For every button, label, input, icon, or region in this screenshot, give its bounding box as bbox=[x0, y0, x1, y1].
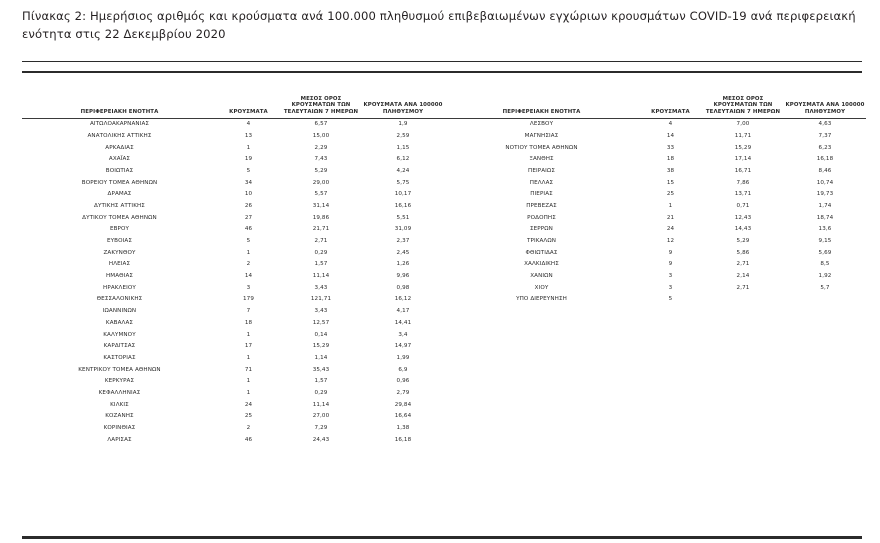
region-cell: ΖΑΚΥΝΘΟΥ bbox=[103, 249, 136, 256]
column-header-avg7 bbox=[702, 96, 784, 119]
table-row bbox=[22, 330, 444, 342]
table-head-right bbox=[444, 96, 866, 119]
header-rule-upper bbox=[22, 61, 862, 62]
cases-cell: 25 bbox=[666, 191, 675, 198]
column-header-rate: ΚΡΟΥΣΜΑΤΑ ΑΝΑ 100000 ΠΛΗΘΥΣΜΟΥ bbox=[784, 96, 866, 119]
cases-cell: 3 bbox=[668, 284, 673, 291]
avg7-cell: 1,14 bbox=[314, 354, 328, 361]
column-header-avg7-line1: ΜΕΣΟΣ ΟΡΟΣ ΚΡΟΥΣΜΑΤΩΝ ΤΩΝ bbox=[713, 96, 773, 109]
table-row bbox=[22, 259, 444, 271]
table-row bbox=[444, 119, 866, 131]
region-cell: ΦΘΙΩΤΙΔΑΣ bbox=[525, 249, 558, 256]
table-row bbox=[22, 236, 444, 248]
region-cell: ΗΛΕΙΑΣ bbox=[108, 261, 131, 268]
region-cell: ΛΑΡΙΣΑΣ bbox=[107, 436, 132, 443]
rate-cell: 2,79 bbox=[396, 389, 410, 396]
header-row bbox=[22, 96, 444, 119]
rate-cell: 31,09 bbox=[394, 226, 412, 233]
rate-cell: 1,92 bbox=[818, 273, 832, 280]
regional-cases-table-right bbox=[444, 96, 866, 306]
rate-cell: 1,99 bbox=[396, 354, 410, 361]
cases-cell: 1 bbox=[246, 331, 251, 338]
cases-cell: 24 bbox=[244, 401, 253, 408]
rate-cell: 6,9 bbox=[398, 366, 408, 373]
avg7-cell: 11,14 bbox=[312, 401, 330, 408]
cases-cell: 21 bbox=[666, 214, 675, 221]
cases-cell: 1 bbox=[246, 354, 251, 361]
region-cell: ΠΙΕΡΙΑΣ bbox=[530, 191, 553, 198]
avg7-cell: 1,57 bbox=[314, 378, 328, 385]
cases-cell: 14 bbox=[666, 132, 675, 139]
table-row bbox=[444, 271, 866, 283]
region-cell: ΥΠΟ ΔΙΕΡΕΥΝΗΣΗ bbox=[516, 296, 567, 303]
rate-cell: 6,12 bbox=[396, 156, 410, 163]
rate-cell: 4,63 bbox=[818, 121, 832, 128]
table-row bbox=[444, 154, 866, 166]
rate-cell: 5,7 bbox=[820, 284, 830, 291]
avg7-cell: 5,29 bbox=[314, 167, 328, 174]
table-row bbox=[22, 341, 444, 353]
region-cell: ΝΟΤΙΟΥ ΤΟΜΕΑ ΑΘΗΝΩΝ bbox=[505, 144, 578, 151]
avg7-cell: 12,43 bbox=[734, 214, 752, 221]
avg7-cell: 17,14 bbox=[734, 156, 752, 163]
region-cell: ΒΟΡΕΙΟΥ ΤΟΜΕΑ ΑΘΗΝΩΝ bbox=[81, 179, 158, 186]
table-row bbox=[22, 143, 444, 155]
rate-cell: 2,45 bbox=[396, 249, 410, 256]
region-cell: ΙΩΑΝΝΙΝΩΝ bbox=[102, 308, 137, 315]
table-row bbox=[22, 201, 444, 213]
avg7-cell: 13,71 bbox=[734, 191, 752, 198]
avg7-cell: 7,86 bbox=[736, 179, 750, 186]
region-cell: ΚΕΡΚΥΡΑΣ bbox=[104, 378, 135, 385]
avg7-cell: 2,71 bbox=[736, 284, 750, 291]
region-cell: ΕΒΡΟΥ bbox=[109, 226, 130, 233]
rate-cell: 6,23 bbox=[818, 144, 832, 151]
avg7-cell: 0,29 bbox=[314, 249, 328, 256]
table-row bbox=[22, 306, 444, 318]
avg7-cell: 31,14 bbox=[312, 202, 330, 209]
rate-cell: 29,84 bbox=[394, 401, 412, 408]
cases-cell: 4 bbox=[668, 121, 673, 128]
column-header-cases: ΚΡΟΥΣΜΑΤΑ bbox=[217, 96, 280, 119]
table-row bbox=[22, 353, 444, 365]
cases-cell: 27 bbox=[244, 214, 253, 221]
avg7-cell: 2,71 bbox=[736, 261, 750, 268]
region-cell: ΗΜΑΘΙΑΣ bbox=[105, 273, 134, 280]
rate-cell: 13,6 bbox=[818, 226, 832, 233]
cases-cell: 34 bbox=[244, 179, 253, 186]
cases-cell: 5 bbox=[668, 296, 673, 303]
table-row bbox=[444, 213, 866, 225]
avg7-cell: 7,00 bbox=[736, 121, 750, 128]
table-row bbox=[22, 189, 444, 201]
cases-cell: 2 bbox=[246, 425, 251, 432]
rate-cell: 5,69 bbox=[818, 249, 832, 256]
avg7-cell: 15,00 bbox=[312, 132, 330, 139]
avg7-cell: 15,29 bbox=[312, 343, 330, 350]
avg7-cell: 2,29 bbox=[314, 144, 328, 151]
column-header-avg7-line2: ΤΕΛΕΥΤΑΙΩΝ 7 ΗΜΕΡΩΝ bbox=[705, 108, 781, 115]
region-cell: ΘΕΣΣΑΛΟΝΙΚΗΣ bbox=[96, 296, 143, 303]
header-rule-lower bbox=[22, 71, 862, 73]
table-row bbox=[22, 271, 444, 283]
rate-cell: 16,16 bbox=[394, 202, 412, 209]
region-cell: ΑΧΑΪΑΣ bbox=[108, 156, 131, 163]
table-row bbox=[22, 318, 444, 330]
region-cell: ΑΝΑΤΟΛΙΚΗΣ ΑΤΤΙΚΗΣ bbox=[87, 132, 152, 139]
rate-cell: 4,17 bbox=[396, 308, 410, 315]
table-caption: Πίνακας 2: Ημερήσιος αριθμός και κρούσματα ανά 100.000 πληθυσμού επιβεβαιωμένων εγχώριων κρουσμάτων COVID-19 ανά περιφερειακή ενότητα στις 22 Δεκεμβρίου 2020 bbox=[22, 9, 856, 41]
table-row bbox=[444, 189, 866, 201]
cases-cell: 71 bbox=[244, 366, 253, 373]
avg7-cell: 1,57 bbox=[314, 261, 328, 268]
region-cell: ΚΟΡΙΝΘΙΑΣ bbox=[103, 425, 136, 432]
header-row bbox=[444, 96, 866, 119]
cases-cell: 17 bbox=[244, 343, 253, 350]
cases-cell: 9 bbox=[668, 249, 673, 256]
cases-cell: 2 bbox=[246, 261, 251, 268]
region-cell: ΑΡΚΑΔΙΑΣ bbox=[105, 144, 134, 151]
cases-cell: 1 bbox=[246, 389, 251, 396]
column-header-avg7 bbox=[280, 96, 362, 119]
rate-cell: 16,18 bbox=[394, 436, 412, 443]
rate-cell: 2,59 bbox=[396, 132, 410, 139]
rate-cell: 10,17 bbox=[394, 191, 412, 198]
avg7-cell: 0,71 bbox=[736, 202, 750, 209]
table-row bbox=[444, 143, 866, 155]
cases-cell: 1 bbox=[246, 378, 251, 385]
table-body-left bbox=[22, 119, 444, 447]
table-row bbox=[22, 365, 444, 377]
table-row bbox=[22, 119, 444, 131]
avg7-cell: 35,43 bbox=[312, 366, 330, 373]
cases-cell: 1 bbox=[668, 202, 673, 209]
avg7-cell: 2,14 bbox=[736, 273, 750, 280]
avg7-cell: 5,29 bbox=[736, 238, 750, 245]
rate-cell: 0,98 bbox=[396, 284, 410, 291]
avg7-cell: 27,00 bbox=[312, 413, 330, 420]
cases-cell: 19 bbox=[244, 156, 253, 163]
rate-cell: 8,5 bbox=[820, 261, 830, 268]
table-row bbox=[22, 248, 444, 260]
rate-cell: 3,4 bbox=[398, 331, 408, 338]
table-row bbox=[22, 283, 444, 295]
region-cell: ΔΥΤΙΚΟΥ ΤΟΜΕΑ ΑΘΗΝΩΝ bbox=[82, 214, 157, 221]
table-row bbox=[22, 423, 444, 435]
rate-cell: 16,64 bbox=[394, 413, 412, 420]
rate-cell: 7,37 bbox=[818, 132, 832, 139]
avg7-cell: 29,00 bbox=[312, 179, 330, 186]
region-cell: ΚΕΝΤΡΙΚΟΥ ΤΟΜΕΑ ΑΘΗΝΩΝ bbox=[78, 366, 161, 373]
rate-cell: 1,15 bbox=[396, 144, 410, 151]
region-cell: ΠΡΕΒΕΖΑΣ bbox=[526, 202, 557, 209]
table-row bbox=[444, 294, 866, 306]
region-cell: ΞΑΝΘΗΣ bbox=[529, 156, 554, 163]
table-row bbox=[444, 283, 866, 295]
rate-cell: 1,38 bbox=[396, 425, 410, 432]
region-cell: ΔΥΤΙΚΗΣ ΑΤΤΙΚΗΣ bbox=[94, 202, 145, 209]
avg7-cell: 0,29 bbox=[314, 389, 328, 396]
region-cell: ΚΕΦΑΛΛΗΝΙΑΣ bbox=[98, 389, 141, 396]
table-row bbox=[444, 259, 866, 271]
region-cell: ΠΕΙΡΑΙΩΣ bbox=[528, 167, 555, 174]
cases-cell: 1 bbox=[246, 144, 251, 151]
avg7-cell: 15,29 bbox=[734, 144, 752, 151]
cases-cell: 4 bbox=[246, 121, 251, 128]
table-row bbox=[22, 154, 444, 166]
cases-cell: 9 bbox=[668, 261, 673, 268]
column-header-avg7-line2: ΤΕΛΕΥΤΑΙΩΝ 7 ΗΜΕΡΩΝ bbox=[283, 108, 359, 115]
cases-cell: 33 bbox=[666, 144, 675, 151]
avg7-cell: 6,57 bbox=[314, 121, 328, 128]
region-cell: ΑΙΤΩΛΟΑΚΑΡΝΑΝΙΑΣ bbox=[89, 121, 150, 128]
region-cell: ΒΟΙΩΤΙΑΣ bbox=[105, 167, 134, 174]
region-cell: ΗΡΑΚΛΕΙΟΥ bbox=[103, 284, 136, 291]
region-cell: ΜΑΓΝΗΣΙΑΣ bbox=[524, 132, 559, 139]
region-cell: ΔΡΑΜΑΣ bbox=[107, 191, 132, 198]
cases-cell: 38 bbox=[666, 167, 675, 174]
cases-cell: 15 bbox=[666, 179, 675, 186]
rate-cell: 16,12 bbox=[394, 296, 412, 303]
region-cell: ΣΕΡΡΩΝ bbox=[530, 226, 553, 233]
avg7-cell: 7,29 bbox=[314, 425, 328, 432]
cases-cell: 12 bbox=[666, 238, 675, 245]
cases-cell: 5 bbox=[246, 167, 251, 174]
rate-cell: 0,96 bbox=[396, 378, 410, 385]
table-row bbox=[444, 201, 866, 213]
avg7-cell: 3,43 bbox=[314, 284, 328, 291]
rate-cell: 1,74 bbox=[818, 202, 832, 209]
cases-cell: 14 bbox=[244, 273, 253, 280]
table-row bbox=[444, 166, 866, 178]
table-row bbox=[22, 166, 444, 178]
table-row bbox=[22, 131, 444, 143]
cases-cell: 5 bbox=[246, 238, 251, 245]
avg7-cell: 5,57 bbox=[314, 191, 328, 198]
rate-cell bbox=[784, 294, 866, 306]
rate-cell: 1,9 bbox=[398, 121, 408, 128]
table-head-left bbox=[22, 96, 444, 119]
region-cell: ΚΟΖΑΝΗΣ bbox=[105, 413, 134, 420]
cases-cell: 1 bbox=[246, 249, 251, 256]
avg7-cell: 3,43 bbox=[314, 308, 328, 315]
column-header-region: ΠΕΡΙΦΕΡΕΙΑΚΗ ΕΝΟΤΗΤΑ bbox=[444, 96, 639, 119]
cases-cell: 10 bbox=[244, 191, 253, 198]
avg7-cell: 0,14 bbox=[314, 331, 328, 338]
regional-cases-table-left bbox=[22, 96, 444, 446]
rate-cell: 10,74 bbox=[816, 179, 834, 186]
table-row bbox=[22, 178, 444, 190]
rate-cell: 9,96 bbox=[396, 273, 410, 280]
left-table-wrapper bbox=[22, 96, 444, 446]
rate-cell: 18,74 bbox=[816, 214, 834, 221]
column-header-region: ΠΕΡΙΦΕΡΕΙΑΚΗ ΕΝΟΤΗΤΑ bbox=[22, 96, 217, 119]
region-cell: ΛΕΣΒΟΥ bbox=[529, 121, 554, 128]
avg7-cell: 11,71 bbox=[734, 132, 752, 139]
cases-cell: 46 bbox=[244, 436, 253, 443]
table-row bbox=[22, 376, 444, 388]
region-cell: ΕΥΒΟΙΑΣ bbox=[107, 238, 132, 245]
table-row bbox=[22, 224, 444, 236]
avg7-cell: 21,71 bbox=[312, 226, 330, 233]
table-row bbox=[444, 224, 866, 236]
rate-cell: 2,37 bbox=[396, 238, 410, 245]
right-table-wrapper bbox=[444, 96, 866, 446]
rate-cell: 14,97 bbox=[394, 343, 412, 350]
avg7-cell: 12,57 bbox=[312, 319, 330, 326]
rate-cell: 4,24 bbox=[396, 167, 410, 174]
avg7-cell: 11,14 bbox=[312, 273, 330, 280]
region-cell: ΧΑΝΙΩΝ bbox=[530, 273, 553, 280]
column-header-rate: ΚΡΟΥΣΜΑΤΑ ΑΝΑ 100000 ΠΛΗΘΥΣΜΟΥ bbox=[362, 96, 444, 119]
table-container bbox=[22, 96, 867, 446]
table-body-right bbox=[444, 119, 866, 307]
table-row bbox=[22, 213, 444, 225]
region-cell: ΚΑΣΤΟΡΙΑΣ bbox=[103, 354, 136, 361]
rate-cell: 9,15 bbox=[818, 238, 832, 245]
table-row bbox=[444, 178, 866, 190]
avg7-cell: 5,86 bbox=[736, 249, 750, 256]
rate-cell: 14,41 bbox=[394, 319, 412, 326]
avg7-cell bbox=[702, 294, 784, 306]
table-row bbox=[444, 236, 866, 248]
table-row bbox=[22, 411, 444, 423]
table-row bbox=[22, 294, 444, 306]
region-cell: ΧΑΛΚΙΔΙΚΗΣ bbox=[524, 261, 559, 268]
table-row bbox=[22, 435, 444, 447]
table-bottom-rule bbox=[22, 536, 862, 539]
table-row bbox=[22, 400, 444, 412]
avg7-cell: 24,43 bbox=[312, 436, 330, 443]
rate-cell: 16,18 bbox=[816, 156, 834, 163]
region-cell: ΠΕΛΛΑΣ bbox=[529, 179, 554, 186]
avg7-cell: 19,86 bbox=[312, 214, 330, 221]
table-row bbox=[444, 248, 866, 260]
cases-cell: 3 bbox=[668, 273, 673, 280]
cases-cell: 25 bbox=[244, 413, 253, 420]
region-cell: ΚΑΛΥΜΝΟΥ bbox=[103, 331, 136, 338]
cases-cell: 46 bbox=[244, 226, 253, 233]
avg7-cell: 121,71 bbox=[310, 296, 332, 303]
cases-cell: 24 bbox=[666, 226, 675, 233]
rate-cell: 1,26 bbox=[396, 261, 410, 268]
avg7-cell: 2,71 bbox=[314, 238, 328, 245]
table-row bbox=[22, 388, 444, 400]
avg7-cell: 14,43 bbox=[734, 226, 752, 233]
cases-cell: 7 bbox=[246, 308, 251, 315]
cases-cell: 18 bbox=[244, 319, 253, 326]
rate-cell: 8,46 bbox=[818, 167, 832, 174]
avg7-cell: 7,43 bbox=[314, 156, 328, 163]
avg7-cell: 16,71 bbox=[734, 167, 752, 174]
cases-cell: 13 bbox=[244, 132, 253, 139]
cases-cell: 18 bbox=[666, 156, 675, 163]
region-cell: ΧΙΟΥ bbox=[534, 284, 549, 291]
cases-cell: 179 bbox=[242, 296, 254, 303]
table-row bbox=[444, 131, 866, 143]
rate-cell: 19,73 bbox=[816, 191, 834, 198]
region-cell: ΚΑΡΔΙΤΣΑΣ bbox=[103, 343, 136, 350]
region-cell: ΡΟΔΟΠΗΣ bbox=[527, 214, 556, 221]
column-header-avg7-line1: ΜΕΣΟΣ ΟΡΟΣ ΚΡΟΥΣΜΑΤΩΝ ΤΩΝ bbox=[291, 96, 351, 109]
cases-cell: 26 bbox=[244, 202, 253, 209]
rate-cell: 5,51 bbox=[396, 214, 410, 221]
region-cell: ΤΡΙΚΑΛΩΝ bbox=[526, 238, 557, 245]
region-cell: ΚΑΒΑΛΑΣ bbox=[105, 319, 134, 326]
column-header-cases: ΚΡΟΥΣΜΑΤΑ bbox=[639, 96, 702, 119]
rate-cell: 5,75 bbox=[396, 179, 410, 186]
region-cell: ΚΙΛΚΙΣ bbox=[110, 401, 129, 408]
cases-cell: 3 bbox=[246, 284, 251, 291]
